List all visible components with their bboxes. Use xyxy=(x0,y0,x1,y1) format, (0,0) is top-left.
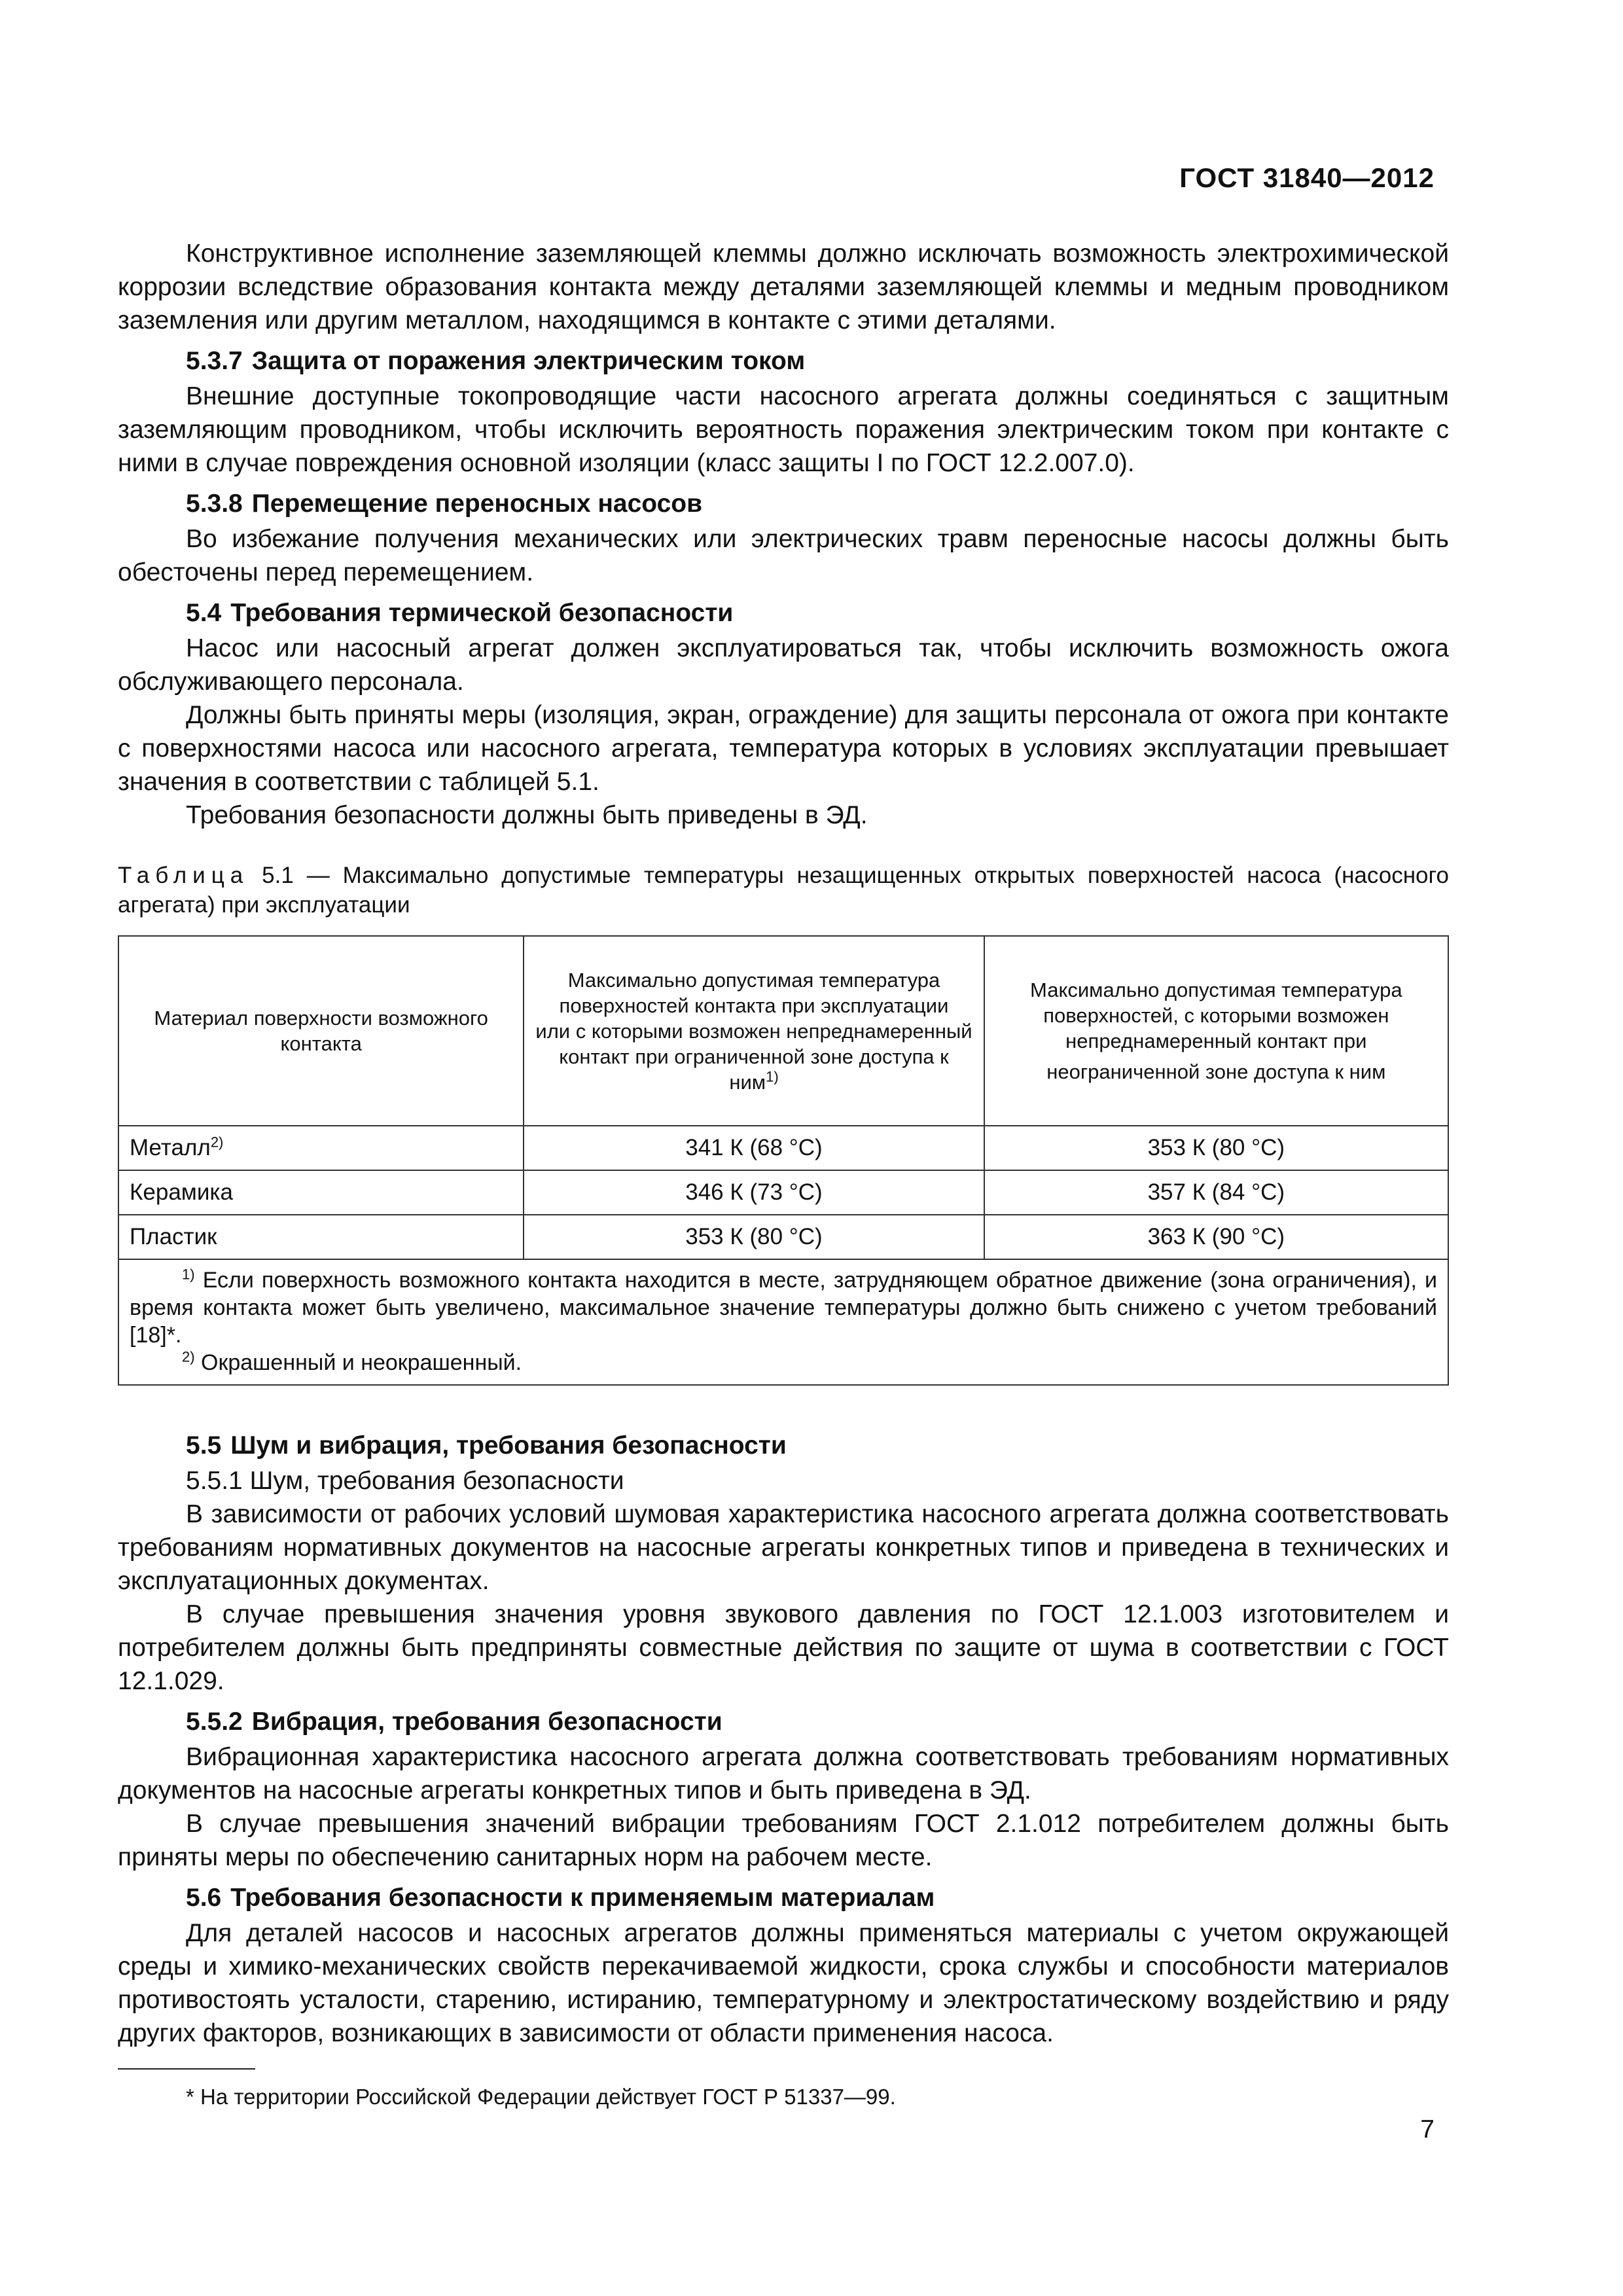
table-row xyxy=(118,1126,1448,1170)
section-heading-5-5-2 xyxy=(118,1705,1449,1738)
header-limited-line2 xyxy=(535,1018,972,1095)
section-title: Защита от поражения электрическим током xyxy=(251,347,806,375)
table-note-text: Если поверхность возможного контакта находится в месте, затрудняющем обратное движение (зона ограничения), и время контакта может быть увеличено, максимальное значение температуры должно быть снижено с учетом требований [18]*. xyxy=(130,1268,1438,1348)
header-unlimited-access xyxy=(984,936,1448,1126)
paragraph: Для деталей насосов и насосных агрегатов должны применяться материалы с учетом окружающей среды и химико-механических свойств перекачиваемой жидкости, срока службы и способности материалов противостоять усталости, старению, истиранию, температурному и электростатическому воздействию и ряду других факторов, возникающих в зависимости от области применения насоса. xyxy=(118,1919,1449,2047)
footnote-divider xyxy=(118,2068,255,2070)
paragraph: В случае превышения значения уровня звукового давления по ГОСТ 12.1.003 изготовителем и потребителем должны быть предприняты совместные действия по защите от шума в соответствии с ГОСТ 12.1.029. xyxy=(118,1600,1449,1695)
cell-material: Керамика xyxy=(118,1170,524,1215)
paragraph: Во избежание получения механических или электрических травм переносные насосы должны быть обесточены перед перемещением. xyxy=(118,525,1449,586)
table-row xyxy=(118,1170,1448,1215)
paragraph: Должны быть приняты меры (изоляция, экран, ограждение) для защиты персонала от ожога при контакте с поверхностями насоса или насосного агрегата, температура которых в условиях эксплуатации превышает значения в соответствии с таблицей 5.1. xyxy=(118,701,1449,796)
paragraph: Требования безопасности должны быть приведены в ЭД. xyxy=(186,801,868,829)
table-header-row xyxy=(118,936,1448,1126)
section-title: Требования безопасности к применяемым материалам xyxy=(230,1884,935,1912)
header-unlimited-line2: неограниченной зоне доступа к ним xyxy=(1046,1060,1386,1083)
table-notes xyxy=(118,1259,1448,1385)
section-number: 5.6 xyxy=(186,1884,222,1912)
paragraph: В зависимости от рабочих условий шумовая характеристика насосного агрегата должна соответствовать требованиям нормативных документов на насосные агрегаты конкретных типов и приведена в технических и эксплуатационных документах. xyxy=(118,1500,1449,1595)
cell-unlimited: 353 К (80 °С) xyxy=(984,1126,1448,1170)
header-limited-access xyxy=(524,936,984,1126)
table-caption xyxy=(118,861,1449,920)
subsection-title: Шум, требования безопасности xyxy=(249,1467,624,1495)
material-text: Металл xyxy=(130,1135,211,1160)
footnote-marker: 2) xyxy=(182,1348,195,1365)
section-heading-5-3-7 xyxy=(118,344,1449,378)
header-limited-line2-text: или с которыми возможен непреднамеренный контакт при ограниченной зоне доступа к ним xyxy=(535,1019,972,1094)
section-number: 5.4 xyxy=(186,599,222,627)
section-number: 5.5 xyxy=(186,1431,222,1460)
document-id-header: ГОСТ 31840—2012 xyxy=(1179,162,1435,193)
section-heading-5-3-8 xyxy=(118,487,1449,520)
footnote-marker: 1) xyxy=(766,1068,779,1085)
cell-unlimited: 363 К (90 °С) xyxy=(984,1215,1448,1259)
page-number: 7 xyxy=(1420,2115,1435,2144)
page-body xyxy=(118,237,1449,2111)
cell-limited: 353 К (80 °С) xyxy=(524,1215,984,1259)
temperature-table xyxy=(118,935,1449,1386)
header-material-text: Материал поверхности возможного контакта xyxy=(154,1007,488,1055)
cell-unlimited: 357 К (84 °С) xyxy=(984,1170,1448,1215)
header-unlimited-line1: Максимально допустимая температура поверхностей, с которыми возможен непреднамеренный контакт при xyxy=(1030,978,1402,1052)
cell-limited: 346 К (73 °С) xyxy=(524,1170,984,1215)
section-title: Требования термической безопасности xyxy=(230,599,734,627)
table-row xyxy=(118,1215,1448,1259)
section-heading-5-6 xyxy=(118,1881,1449,1914)
paragraph: Вибрационная характеристика насосного агрегата должна соответствовать требованиям нормативных документов на насосные агрегаты конкретных типов и быть приведена в ЭД. xyxy=(118,1743,1449,1804)
section-number: 5.3.8 xyxy=(186,490,243,518)
section-title: Шум и вибрация, требования безопасности xyxy=(230,1431,787,1460)
section-heading-5-4 xyxy=(118,596,1449,630)
subsection-number: 5.5.1 xyxy=(186,1467,243,1495)
intro-paragraph: Конструктивное исполнение заземляющей клеммы должно исключать возможность электрохимической коррозии вследствие образования контакта между деталями заземляющей клеммы и медным проводником заземления или другим металлом, находящимся в контакте с этими деталями. xyxy=(118,240,1449,334)
table-note xyxy=(130,1266,1437,1349)
cell-material xyxy=(118,1126,524,1170)
table-caption-text: 5.1 — Максимально допустимые температуры незащищенных открытых поверхностей насоса (насосного агрегата) при эксплуатации xyxy=(118,863,1449,918)
paragraph: Внешние доступные токопроводящие части насосного агрегата должны соединяться с защитным заземляющим проводником, чтобы исключить вероятность поражения электрическим током при контакте с ними в случае повреждения основной изоляции (класс защиты I по ГОСТ 12.2.007.0). xyxy=(118,382,1449,477)
table-note-text: Окрашенный и неокрашенный. xyxy=(201,1350,522,1375)
footnote-marker: 1) xyxy=(182,1266,195,1283)
section-title: Перемещение переносных насосов xyxy=(251,490,703,518)
table-caption-label: Таблица xyxy=(118,863,249,888)
section-number: 5.3.7 xyxy=(186,347,243,375)
cell-material: Пластик xyxy=(118,1215,524,1259)
section-heading-5-5 xyxy=(118,1429,1449,1462)
header-material xyxy=(118,936,524,1126)
cell-limited: 341 К (68 °С) xyxy=(524,1126,984,1170)
paragraph: Насос или насосный агрегат должен эксплуатироваться так, чтобы исключить возможность ожога обслуживающего персонала. xyxy=(118,634,1449,696)
table-note xyxy=(130,1349,1437,1376)
page-footnote: * На территории Российской Федерации действует ГОСТ Р 51337—99. xyxy=(186,2085,896,2109)
header-limited-line1: Максимально допустимая температура поверхностей контакта при эксплуатации xyxy=(559,968,949,1017)
subsection-heading-5-5-1 xyxy=(118,1464,1449,1498)
section-number: 5.5.2 xyxy=(186,1708,243,1736)
table-notes-row xyxy=(118,1259,1448,1385)
footnote-marker: 2) xyxy=(210,1134,224,1151)
paragraph: В случае превышения значений вибрации требованиям ГОСТ 2.1.012 потребителем должны быть приняты меры по обеспечению санитарных норм на рабочем месте. xyxy=(118,1810,1449,1871)
section-title: Вибрация, требования безопасности xyxy=(251,1708,722,1736)
